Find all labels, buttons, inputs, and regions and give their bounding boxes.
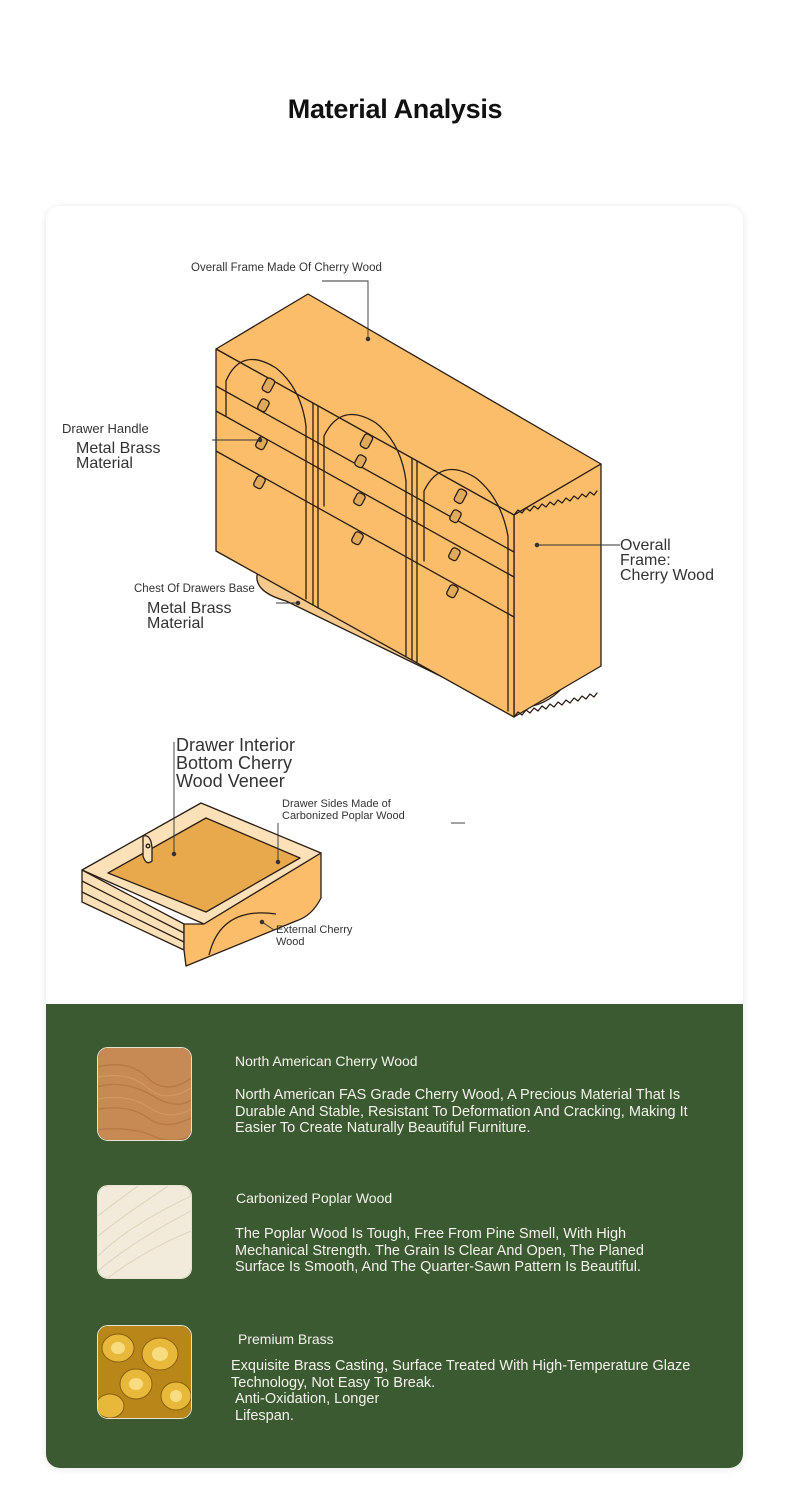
materials-panel xyxy=(46,1004,743,1468)
label-overall-frame: Overall Frame: Cherry Wood xyxy=(620,537,714,585)
label-drawer-sides: Drawer Sides Made of Carbonized Poplar Wood xyxy=(282,798,405,822)
cherry-wood-swatch xyxy=(97,1047,192,1141)
page-title: Material Analysis xyxy=(287,94,503,124)
label-external: External Cherry Wood xyxy=(276,924,353,948)
poplar-wood-name: Carbonized Poplar Wood xyxy=(236,1190,393,1206)
label-drawer-interior: Drawer Interior Bottom Cherry Wood Veneer xyxy=(176,735,296,791)
label-frame-top: Overall Frame Made Of Cherry Wood xyxy=(191,262,382,274)
brass-swatch xyxy=(97,1325,192,1419)
label-base-material: Metal Brass Material xyxy=(147,600,232,633)
brass-description: Exquisite Brass Casting, Surface Treated With High-Temperature Glaze Technology, Not Easy To Break. xyxy=(231,1358,691,1391)
poplar-wood-swatch xyxy=(97,1185,192,1279)
label-drawer-handle-material: Metal Brass Material xyxy=(76,440,161,473)
poplar-wood-description: The Poplar Wood Is Tough, Free From Pine Smell, With High Mechanical Strength. The Grain Is Clear And Open, The Planed Surface Is Smooth, And The Quarter-Sawn Pattern Is Beautiful. xyxy=(235,1226,644,1276)
label-drawer-handle-title: Drawer Handle xyxy=(62,421,149,436)
label-base-title: Chest Of Drawers Base xyxy=(134,583,255,595)
cherry-wood-name: North American Cherry Wood xyxy=(235,1053,418,1069)
brass-description-extra: Anti-Oxidation, Longer Lifespan. xyxy=(235,1391,380,1424)
material-card xyxy=(46,206,743,1468)
cherry-wood-description: North American FAS Grade Cherry Wood, A Precious Material That Is Durable And Stable, Resistant To Deformation And Cracking, Making It Easier To Create Naturally Beautiful Furniture. xyxy=(235,1087,688,1137)
brass-name: Premium Brass xyxy=(238,1331,334,1347)
